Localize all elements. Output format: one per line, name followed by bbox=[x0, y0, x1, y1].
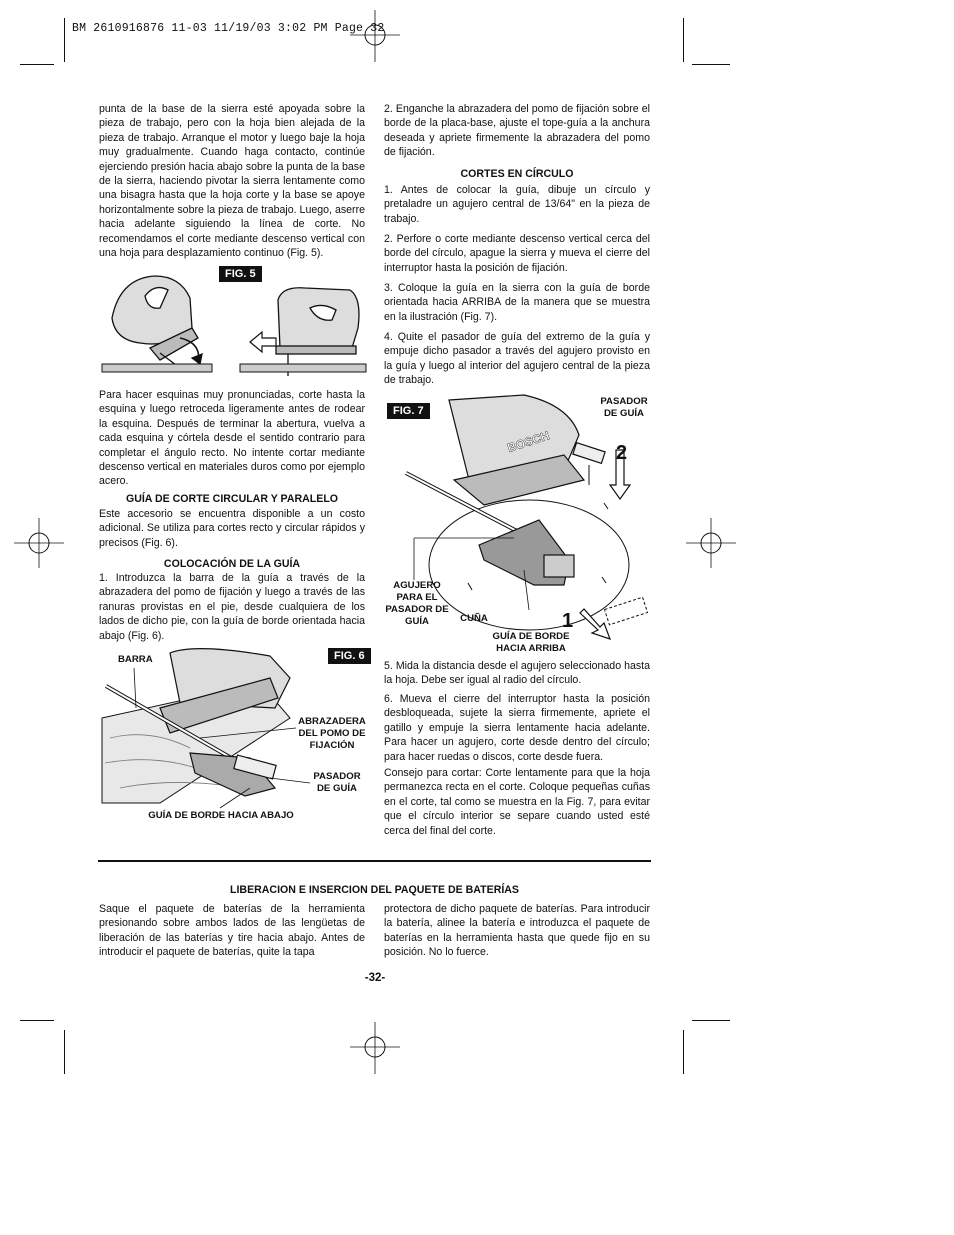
fig5-workpiece-left bbox=[102, 364, 212, 372]
fig7-brand-text: BOSCH bbox=[505, 428, 552, 456]
fig5-workpiece-right bbox=[240, 364, 366, 372]
heading-baterias: LIBERACION E INSERCION DEL PAQUETE DE BATERÍAS bbox=[230, 884, 519, 896]
heading-guia-corte: GUÍA DE CORTE CIRCULAR Y PARALELO bbox=[125, 493, 339, 505]
right-paragraph-6: 5. Mida la distancia desde el agujero seleccionado hasta la hoja. Debe ser igual al radio del círculo. bbox=[384, 660, 650, 687]
right-paragraph-4: 3. Coloque la guía en la sierra con la guía de borde orientada hacia ARRIBA de la manera que se muestra en la ilustración (Fig. 7). bbox=[384, 282, 650, 323]
right-paragraph-3: 2. Perfore o corte mediante descenso vertical cerca del borde del círculo, apague la sierra y mueva el cierre del interruptor hasta la posición de fijación. bbox=[384, 233, 650, 274]
right-paragraph-2: 1. Antes de colocar la guía, dibuje un círculo y pretaladre un agujero central de 13/64" en la pieza de trabajo. bbox=[384, 184, 650, 225]
fig7-step-1: 1 bbox=[562, 610, 574, 632]
right-paragraph-5: 4. Quite el pasador de guía del extremo de la guía y empuje dicho pasador a través del agujero provisto en la guía y luego al interior del agujero central de la pieza de trabajo. bbox=[384, 331, 650, 387]
right-paragraph-7: 6. Mueva el cierre del interruptor hasta la posición desbloqueada, sujete la sierra firmemente, apriete el gatillo y empuje la sierra lentamente hacia adelante. Para hacer un agujero, corte desde dentro del círculo; para hacer ruedas o discos, corte desde fuera. bbox=[384, 693, 650, 763]
registration-mark-bottom bbox=[350, 1022, 400, 1074]
bottom-col-1: Saque el paquete de baterías de la herramienta presionando sobre ambos lados de las lengüetas de liberación de las baterías y tire hacia abajo. Antes de introducir el paquete de baterías, quite la tapa bbox=[99, 903, 365, 959]
fig7-label: FIG. 7 bbox=[387, 403, 430, 419]
left-paragraph-1: punta de la base de la sierra esté apoyada sobre la pieza de trabajo, pero con la hoja bien alejada de la pieza de trabajo. Arranque el motor y luego baje la hoja muy gradualmente. Cuando haga contacto, continúe ejerciendo presión hacia abajo sobre la punta de la base de la sierra, haciendo pivotar la sierra lentamente como una bisagra hasta que la hoja corte y la base se apoye horizontalmente sobre la pieza de trabajo. Luego, aserre hacia adelante siguiendo la línea de corte. No recomendamos el corte mediante descenso vertical con una hoja para desplazamiento continuo (Fig. 5). bbox=[99, 103, 365, 260]
fig6-label-guia: GUÍA DE BORDE HACIA ABAJO bbox=[148, 810, 294, 821]
fig5-label: FIG. 5 bbox=[219, 266, 262, 282]
fig5-arrow-left-icon bbox=[250, 332, 276, 352]
fig7-label-cuna: CUÑA bbox=[460, 613, 488, 624]
registration-mark-left bbox=[14, 518, 64, 568]
fig6-label: FIG. 6 bbox=[328, 648, 371, 664]
fig7-label-guia: GUÍA DE BORDE HACIA ARRIBA bbox=[492, 631, 570, 654]
heading-cortes-circulo: CORTES EN CÍRCULO bbox=[460, 168, 574, 180]
fig7-label-pasador: PASADOR DE GUÍA bbox=[600, 396, 648, 419]
heading-colocacion: COLOCACIÓN DE LA GUÍA bbox=[163, 558, 301, 570]
fig6-label-barra: BARRA bbox=[118, 654, 153, 665]
registration-mark-right bbox=[686, 518, 736, 568]
fig6-label-abrazadera: ABRAZADERA DEL POMO DE FIJACIÓN bbox=[298, 716, 366, 751]
left-paragraph-3: Este accesorio se encuentra disponible a un costo adicional. Se utiliza para cortes recto y circular rápidos y precisos (Fig. 6). bbox=[99, 508, 365, 549]
left-paragraph-4: 1. Introduzca la barra de la guía a través de la abrazadera del pomo de fijación y luego a través de las ranuras provistas en el pie, desde cualquiera de los lados de dicho pie, con la guía de borde orientada hacia abajo (Fig. 6). bbox=[99, 572, 365, 642]
fig5-saw-level bbox=[276, 288, 359, 376]
print-slug: BM 2610916876 11-03 11/19/03 3:02 PM Page 32 bbox=[72, 22, 385, 35]
fig7-step-2: 2 bbox=[616, 442, 628, 464]
registration-mark-top bbox=[350, 10, 400, 62]
fig5-illustration bbox=[100, 268, 366, 383]
fig6-label-pasador: PASADOR DE GUÍA bbox=[313, 771, 361, 794]
section-divider bbox=[98, 860, 651, 862]
page-number: -32- bbox=[364, 972, 386, 984]
right-paragraph-8: Consejo para cortar: Corte lentamente para que la hoja permanezca recta en el corte. Coloque pequeñas cuñas en el corte, tal como se muestra en la Fig. 7, para evitar que el círculo interior se separe cuando usted esté cerca del final del corte. bbox=[384, 767, 650, 837]
bottom-col-2: protectora de dicho paquete de baterías. Para introducir la batería, alinee la batería e introduzca el paquete de baterías en la herramienta hasta que quede fijo en su posición. No lo fuerce. bbox=[384, 903, 650, 959]
fig7-label-agujero: AGUJERO PARA EL PASADOR DE GUÍA bbox=[385, 580, 449, 627]
fig5-saw-tilted bbox=[112, 276, 202, 368]
left-paragraph-2: Para hacer esquinas muy pronunciadas, corte hasta la esquina y luego retroceda ligeramente antes de rodear la esquina. Después de terminar la abertura, vuelva a cada esquina y córtela desde el sentido contrario para completar el ángulo recto. No intente cortar mediante descenso vertical en materiales duros como por ejemplo acero. bbox=[99, 389, 365, 488]
right-paragraph-1: 2. Enganche la abrazadera del pomo de fijación sobre el borde de la placa-base, ajuste el tope-guía a la anchura deseada y apriete firmemente la abrazadera del pomo de fijación. bbox=[384, 103, 650, 159]
